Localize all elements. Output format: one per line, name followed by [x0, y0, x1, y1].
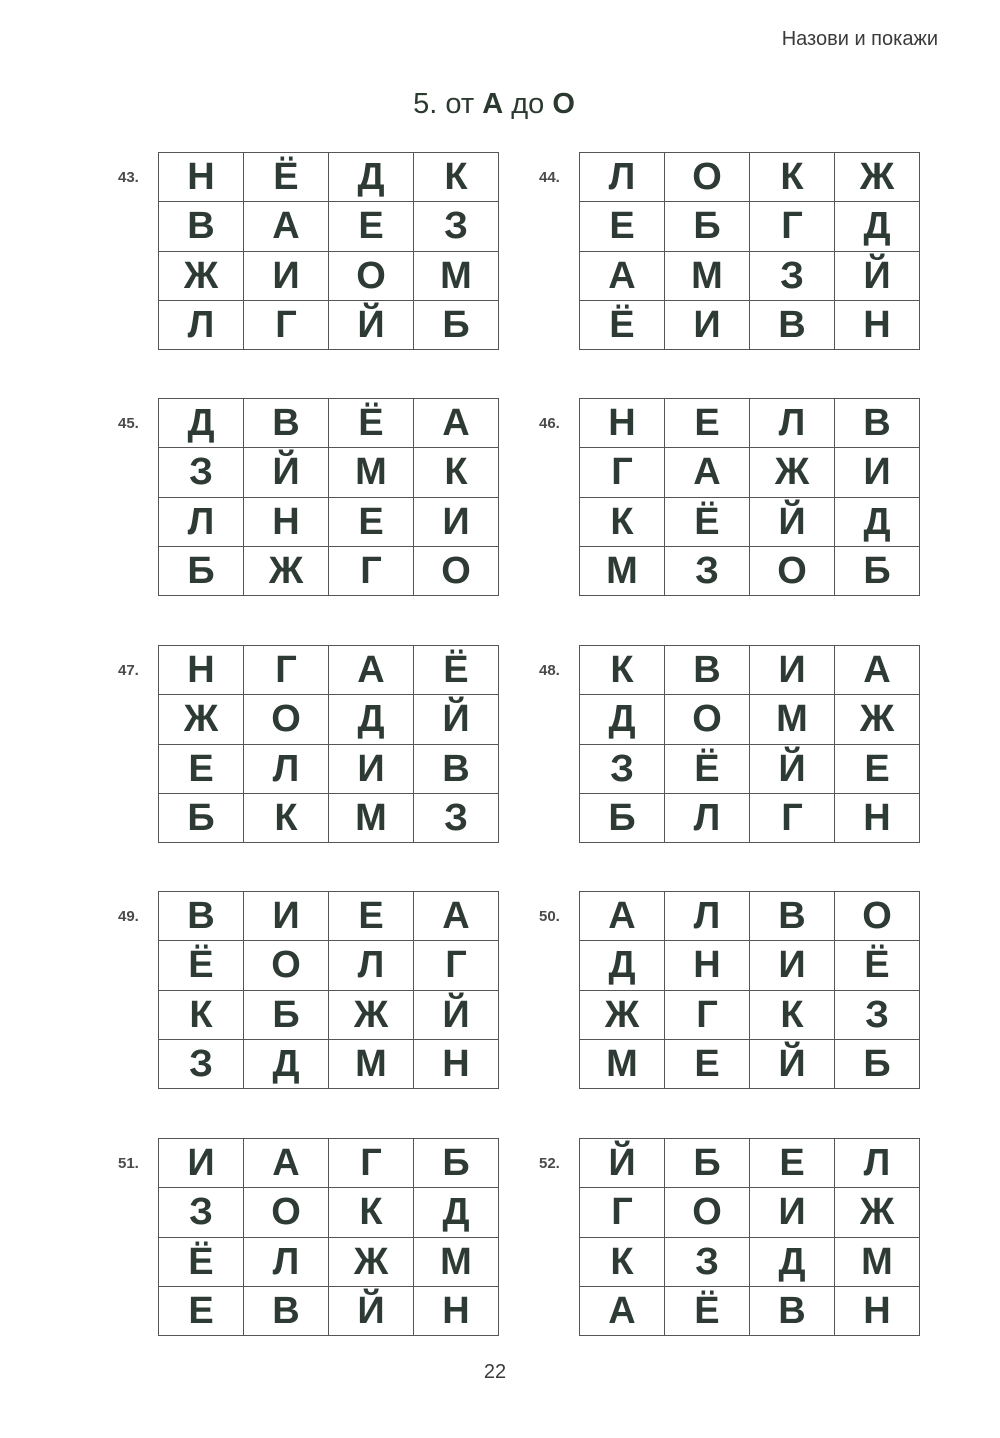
letter-cell: И [750, 941, 835, 990]
letter-cell: В [244, 1286, 329, 1335]
letter-cell: Н [835, 300, 920, 349]
letter-cell: Д [750, 1237, 835, 1286]
letter-cell: О [244, 1188, 329, 1237]
running-header: Назови и покажи [781, 28, 938, 50]
letter-cell: Н [159, 153, 244, 202]
letter-cell: К [244, 793, 329, 842]
letter-cell: А [244, 202, 329, 251]
letter-cell: А [329, 646, 414, 695]
letter-cell: К [414, 153, 499, 202]
letter-cell: К [414, 448, 499, 497]
letter-cell: Л [244, 1237, 329, 1286]
letter-cell: А [244, 1139, 329, 1188]
letter-cell: Б [159, 546, 244, 595]
letter-cell: Л [665, 793, 750, 842]
grid-row [580, 695, 920, 744]
letter-cell: Ё [665, 1286, 750, 1335]
grid-row [159, 1139, 499, 1188]
letter-cell: Ё [580, 300, 665, 349]
letter-cell: И [244, 251, 329, 300]
grid-row [580, 990, 920, 1039]
letter-cell: Б [665, 202, 750, 251]
letter-cell: Л [159, 497, 244, 546]
letter-cell: Г [329, 1139, 414, 1188]
letter-cell: Й [750, 744, 835, 793]
letter-cell: Н [159, 646, 244, 695]
letter-cell: М [414, 1237, 499, 1286]
letter-cell: Ж [329, 990, 414, 1039]
grid-row [159, 1039, 499, 1088]
letter-cell: З [835, 990, 920, 1039]
letter-cell: М [580, 1039, 665, 1088]
grid-row [580, 448, 920, 497]
letter-cell: З [414, 202, 499, 251]
section-title [0, 88, 988, 121]
letter-cell: А [580, 892, 665, 941]
letter-cell: И [665, 300, 750, 349]
letter-cell: Г [750, 793, 835, 842]
letter-cell: И [750, 1188, 835, 1237]
letter-cell: Н [414, 1039, 499, 1088]
letter-cell: Ж [329, 1237, 414, 1286]
grid-row [580, 153, 920, 202]
letter-cell: Н [414, 1286, 499, 1335]
letter-cell: Е [329, 892, 414, 941]
letter-cell: Ж [159, 695, 244, 744]
letter-cell: Н [580, 399, 665, 448]
letter-cell: Ж [750, 448, 835, 497]
grid-row [159, 941, 499, 990]
letter-cell: А [580, 251, 665, 300]
letter-cell: В [414, 744, 499, 793]
letter-cell: Й [244, 448, 329, 497]
grid-row [580, 497, 920, 546]
letter-cell: З [159, 1188, 244, 1237]
letter-cell: Д [414, 1188, 499, 1237]
grid-row [159, 695, 499, 744]
letter-cell: Й [329, 1286, 414, 1335]
letter-cell: Е [665, 399, 750, 448]
letter-cell: Д [329, 695, 414, 744]
letter-grid [579, 891, 920, 1089]
grid-row [580, 1237, 920, 1286]
title-from: от [445, 88, 475, 120]
letter-cell: В [750, 1286, 835, 1335]
grid-row [580, 300, 920, 349]
letter-cell: З [580, 744, 665, 793]
letter-cell: И [244, 892, 329, 941]
letter-cell: Ё [329, 399, 414, 448]
letter-cell: Н [244, 497, 329, 546]
grid-row [580, 1188, 920, 1237]
letter-cell: В [665, 646, 750, 695]
grid-row [580, 546, 920, 595]
section-number: 5. [413, 88, 438, 120]
letter-cell: Н [665, 941, 750, 990]
puzzle-number: 45. [118, 415, 139, 432]
letter-cell: Д [159, 399, 244, 448]
grid-row [159, 448, 499, 497]
grid-row [580, 251, 920, 300]
letter-cell: Ж [244, 546, 329, 595]
letter-cell: О [665, 695, 750, 744]
grid-row [580, 1139, 920, 1188]
letter-cell: Л [750, 399, 835, 448]
letter-cell: Е [665, 1039, 750, 1088]
grid-row [159, 202, 499, 251]
letter-cell: Г [244, 300, 329, 349]
puzzle-number: 43. [118, 169, 139, 186]
page-number: 22 [483, 1361, 507, 1383]
letter-cell: А [835, 646, 920, 695]
letter-cell: И [750, 646, 835, 695]
puzzle-number: 51. [118, 1155, 139, 1172]
letter-cell: К [580, 1237, 665, 1286]
letter-cell: К [750, 153, 835, 202]
letter-cell: Й [580, 1139, 665, 1188]
letter-cell: И [835, 448, 920, 497]
grid-row [580, 1286, 920, 1335]
letter-cell: О [414, 546, 499, 595]
letter-cell: Ё [835, 941, 920, 990]
grid-row [159, 153, 499, 202]
grid-row [159, 892, 499, 941]
letter-cell: Б [414, 300, 499, 349]
letter-cell: О [665, 153, 750, 202]
letter-cell: Н [835, 793, 920, 842]
letter-cell: Д [244, 1039, 329, 1088]
letter-cell: Л [835, 1139, 920, 1188]
letter-cell: Д [580, 941, 665, 990]
letter-cell: Ё [414, 646, 499, 695]
letter-grid [158, 1138, 499, 1336]
letter-cell: Й [414, 990, 499, 1039]
letter-cell: К [329, 1188, 414, 1237]
letter-cell: М [329, 448, 414, 497]
letter-cell: Г [750, 202, 835, 251]
grid-row [580, 744, 920, 793]
letter-cell: О [244, 695, 329, 744]
title-to: до [511, 88, 545, 120]
grid-row [159, 744, 499, 793]
letter-cell: Ё [665, 497, 750, 546]
letter-cell: О [835, 892, 920, 941]
letter-cell: М [329, 1039, 414, 1088]
grid-row [580, 793, 920, 842]
letter-cell: З [414, 793, 499, 842]
puzzle-number: 47. [118, 662, 139, 679]
grid-row [159, 251, 499, 300]
letter-cell: Б [835, 1039, 920, 1088]
grid-row [580, 941, 920, 990]
letter-cell: О [750, 546, 835, 595]
letter-cell: Г [329, 546, 414, 595]
grid-row [580, 646, 920, 695]
letter-cell: Л [244, 744, 329, 793]
grid-row [580, 399, 920, 448]
letter-cell: Ё [159, 941, 244, 990]
letter-cell: Ё [665, 744, 750, 793]
letter-cell: Г [244, 646, 329, 695]
letter-cell: Б [414, 1139, 499, 1188]
letter-cell: З [665, 546, 750, 595]
letter-cell: Е [580, 202, 665, 251]
letter-cell: Г [665, 990, 750, 1039]
letter-cell: Ё [244, 153, 329, 202]
letter-cell: Ё [159, 1237, 244, 1286]
letter-cell: А [414, 892, 499, 941]
letter-cell: М [414, 251, 499, 300]
letter-cell: З [159, 1039, 244, 1088]
grid-row [580, 202, 920, 251]
grid-row [159, 300, 499, 349]
puzzle-number: 44. [539, 169, 560, 186]
letter-cell: З [750, 251, 835, 300]
letter-grid [158, 152, 499, 350]
letter-cell: Е [329, 202, 414, 251]
grid-row [159, 546, 499, 595]
letter-cell: Е [159, 744, 244, 793]
letter-cell: Ж [159, 251, 244, 300]
letter-cell: Е [835, 744, 920, 793]
letter-cell: Л [329, 941, 414, 990]
letter-cell: Ж [580, 990, 665, 1039]
letter-cell: Д [835, 497, 920, 546]
letter-cell: И [159, 1139, 244, 1188]
letter-cell: М [835, 1237, 920, 1286]
puzzle-number: 48. [539, 662, 560, 679]
letter-cell: З [159, 448, 244, 497]
letter-cell: Е [159, 1286, 244, 1335]
puzzle-number: 46. [539, 415, 560, 432]
letter-cell: К [159, 990, 244, 1039]
grid-row [159, 990, 499, 1039]
letter-cell: М [665, 251, 750, 300]
letter-cell: Б [244, 990, 329, 1039]
letter-cell: О [329, 251, 414, 300]
puzzle-number: 49. [118, 908, 139, 925]
letter-cell: В [159, 202, 244, 251]
letter-cell: Б [159, 793, 244, 842]
letter-cell: В [835, 399, 920, 448]
letter-cell: Г [580, 1188, 665, 1237]
letter-cell: Й [329, 300, 414, 349]
grid-row [159, 1286, 499, 1335]
letter-grid [158, 645, 499, 843]
letter-cell: Д [580, 695, 665, 744]
letter-cell: Г [414, 941, 499, 990]
grid-row [159, 646, 499, 695]
letter-grid [579, 645, 920, 843]
letter-cell: К [580, 646, 665, 695]
letter-cell: И [414, 497, 499, 546]
letter-cell: А [580, 1286, 665, 1335]
letter-cell: Д [835, 202, 920, 251]
letter-cell: Н [835, 1286, 920, 1335]
letter-cell: Л [580, 153, 665, 202]
grid-row [580, 892, 920, 941]
grid-row [580, 1039, 920, 1088]
letter-cell: Г [580, 448, 665, 497]
letter-cell: Б [580, 793, 665, 842]
letter-cell: Й [414, 695, 499, 744]
title-letter-a: А [482, 88, 504, 120]
letter-cell: Л [665, 892, 750, 941]
puzzle-number: 50. [539, 908, 560, 925]
letter-cell: О [244, 941, 329, 990]
letter-cell: Б [665, 1139, 750, 1188]
letter-cell: Б [835, 546, 920, 595]
letter-cell: Й [750, 497, 835, 546]
letter-cell: И [329, 744, 414, 793]
letter-cell: М [329, 793, 414, 842]
letter-cell: К [580, 497, 665, 546]
letter-cell: О [665, 1188, 750, 1237]
letter-cell: М [750, 695, 835, 744]
letter-cell: Ж [835, 1188, 920, 1237]
letter-cell: В [244, 399, 329, 448]
grid-row [159, 399, 499, 448]
letter-cell: М [580, 546, 665, 595]
letter-cell: Ж [835, 695, 920, 744]
puzzle-number: 52. [539, 1155, 560, 1172]
letter-cell: Й [835, 251, 920, 300]
letter-grid [579, 152, 920, 350]
letter-grid [579, 1138, 920, 1336]
letter-cell: А [414, 399, 499, 448]
letter-cell: Л [159, 300, 244, 349]
title-letter-o: О [552, 88, 575, 120]
grid-row [159, 1237, 499, 1286]
grid-row [159, 1188, 499, 1237]
letter-cell: В [750, 892, 835, 941]
letter-cell: З [665, 1237, 750, 1286]
letter-grid [579, 398, 920, 596]
letter-grid [158, 398, 499, 596]
grid-row [159, 497, 499, 546]
letter-cell: В [159, 892, 244, 941]
letter-grid [158, 891, 499, 1089]
letter-cell: А [665, 448, 750, 497]
letter-cell: Й [750, 1039, 835, 1088]
letter-cell: Е [329, 497, 414, 546]
letter-cell: Ж [835, 153, 920, 202]
letter-cell: К [750, 990, 835, 1039]
grid-row [159, 793, 499, 842]
letter-cell: Е [750, 1139, 835, 1188]
letter-cell: В [750, 300, 835, 349]
letter-cell: Д [329, 153, 414, 202]
